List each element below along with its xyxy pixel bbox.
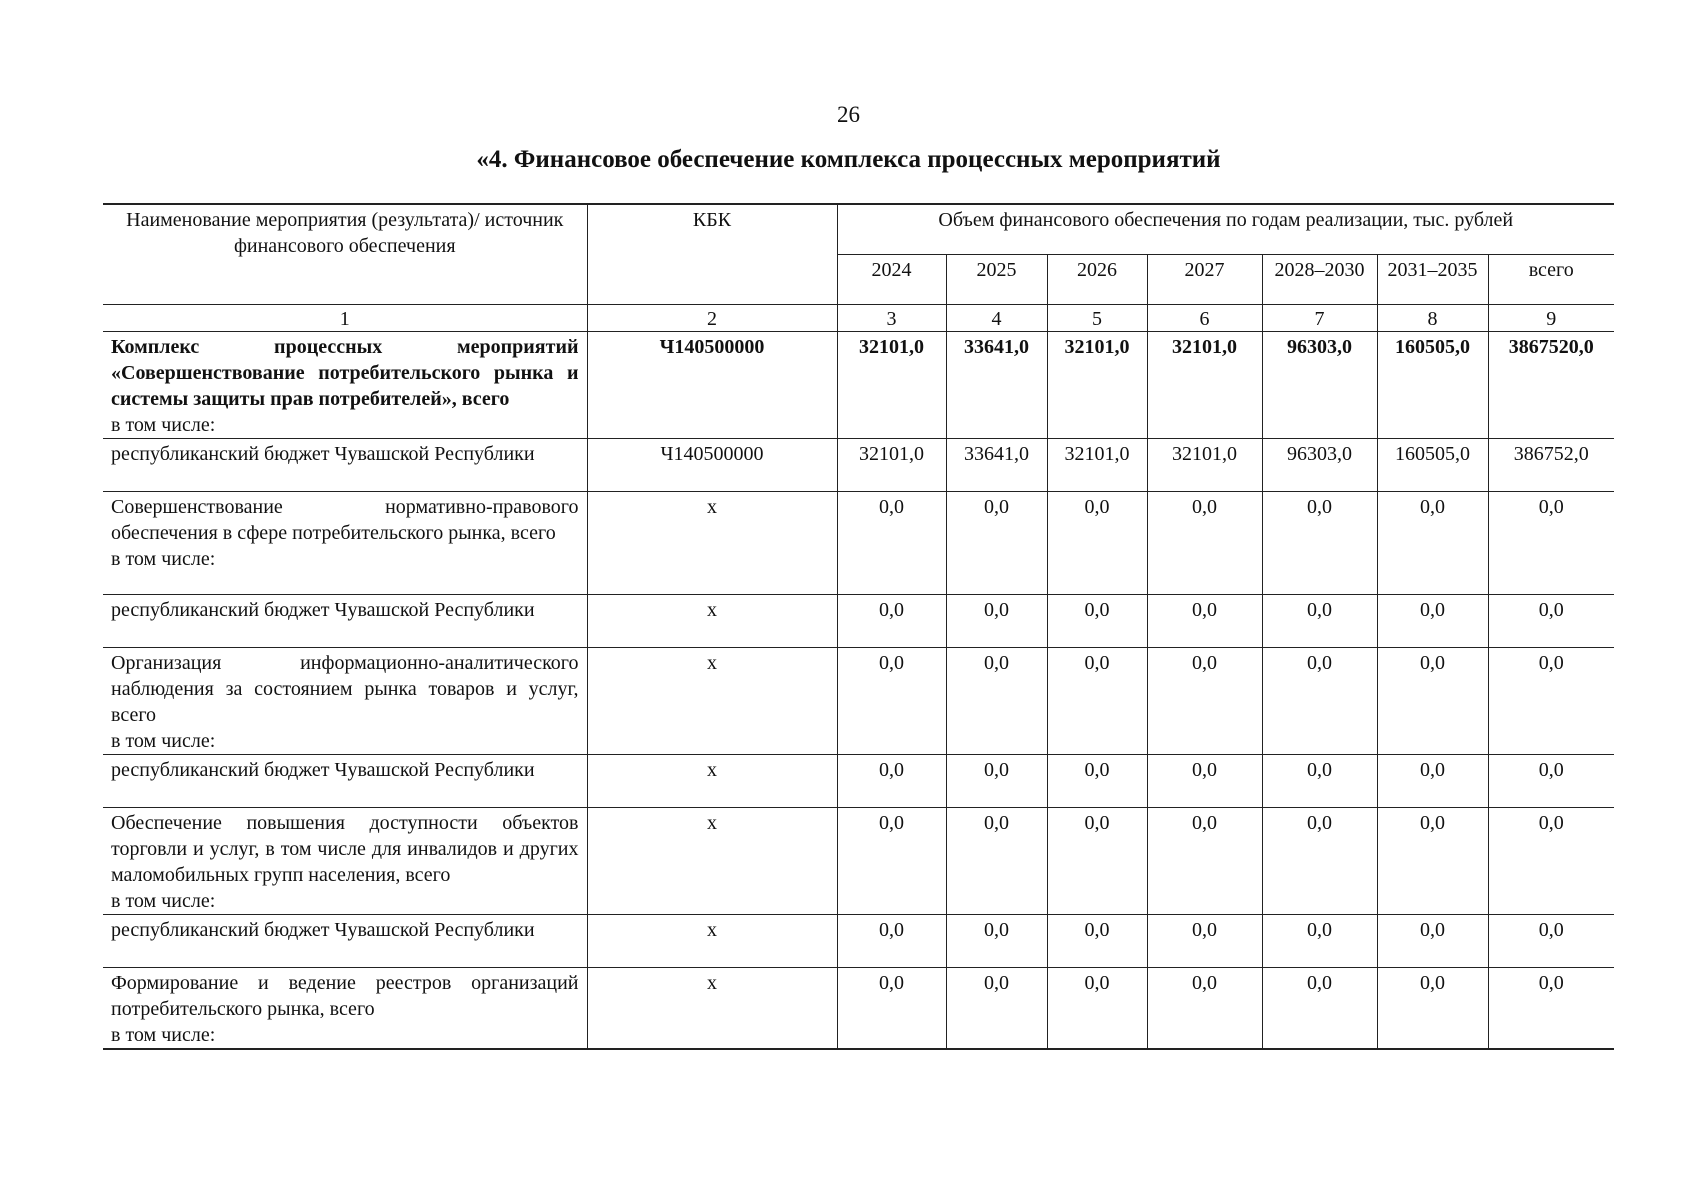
row-value: 32101,0	[1147, 331, 1262, 438]
row-value: 0,0	[1377, 754, 1488, 807]
row-value: 0,0	[837, 807, 946, 914]
row-value: 0,0	[1377, 594, 1488, 647]
row-value: 0,0	[1147, 491, 1262, 594]
row-value: 0,0	[837, 491, 946, 594]
table-row	[103, 967, 1614, 1049]
row-value: 0,0	[1047, 807, 1147, 914]
header-total: всего	[1488, 254, 1614, 304]
row-value: 32101,0	[1047, 438, 1147, 491]
table-row	[103, 754, 1614, 807]
row-value: 0,0	[1488, 807, 1614, 914]
row-name: Совершенствование нормативно-правового обеспечения в сфере потребительского рынка, всего	[111, 495, 579, 544]
column-number: 6	[1147, 304, 1262, 331]
row-value: 32101,0	[837, 438, 946, 491]
row-name-cell	[103, 807, 587, 914]
row-value: 0,0	[1147, 914, 1262, 967]
row-name-cell	[103, 331, 587, 438]
row-sub-label: в том числе:	[111, 547, 216, 570]
header-year: 2024	[837, 254, 946, 304]
row-value: 386752,0	[1488, 438, 1614, 491]
row-value: 0,0	[1047, 491, 1147, 594]
column-number-row	[103, 304, 1614, 331]
row-kbk: х	[587, 807, 837, 914]
row-value: 0,0	[837, 754, 946, 807]
row-kbk: х	[587, 914, 837, 967]
row-value: 0,0	[946, 807, 1047, 914]
column-number: 9	[1488, 304, 1614, 331]
header-year: 2028–2030	[1262, 254, 1377, 304]
row-value: 160505,0	[1377, 438, 1488, 491]
row-name: Комплекс процессных мероприятий «Совершенствование потребительского рынка и системы защиты прав потребителей», всего	[111, 335, 579, 410]
row-value: 0,0	[1047, 647, 1147, 754]
row-value: 3867520,0	[1488, 331, 1614, 438]
table-row	[103, 807, 1614, 914]
row-kbk: х	[587, 967, 837, 1049]
row-value: 0,0	[1262, 967, 1377, 1049]
column-number: 3	[837, 304, 946, 331]
row-value: 0,0	[1147, 967, 1262, 1049]
column-number: 1	[103, 304, 587, 331]
column-number: 8	[1377, 304, 1488, 331]
row-value: 0,0	[1488, 754, 1614, 807]
financing-table	[103, 203, 1614, 1050]
header-year: 2031–2035	[1377, 254, 1488, 304]
row-value: 96303,0	[1262, 438, 1377, 491]
row-name: Организация информационно-аналитического наблюдения за состоянием рынка товаров и услуг, всего	[111, 651, 579, 726]
row-value: 0,0	[1147, 594, 1262, 647]
table-row	[103, 491, 1614, 594]
row-value: 0,0	[1262, 647, 1377, 754]
row-value: 0,0	[837, 967, 946, 1049]
row-sub-label: в том числе:	[111, 413, 216, 436]
header-row	[103, 204, 1614, 254]
row-value: 0,0	[1047, 967, 1147, 1049]
row-value: 32101,0	[1147, 438, 1262, 491]
page-number: 26	[837, 102, 860, 127]
header-year: 2025	[946, 254, 1047, 304]
row-value: 0,0	[1377, 647, 1488, 754]
row-value: 0,0	[1147, 754, 1262, 807]
row-kbk: х	[587, 754, 837, 807]
header-year: 2027	[1147, 254, 1262, 304]
row-value: 0,0	[946, 967, 1047, 1049]
row-kbk: х	[587, 491, 837, 594]
section-title: «4. Финансовое обеспечение комплекса процессных мероприятий	[476, 146, 1221, 173]
row-value: 0,0	[1047, 594, 1147, 647]
row-value: 0,0	[1377, 967, 1488, 1049]
header-year: 2026	[1047, 254, 1147, 304]
row-name: республиканский бюджет Чувашской Республики	[103, 594, 587, 647]
row-value: 0,0	[1488, 491, 1614, 594]
row-name: Формирование и ведение реестров организаций потребительского рынка, всего	[111, 971, 579, 1020]
row-value: 0,0	[1262, 754, 1377, 807]
row-value: 33641,0	[946, 438, 1047, 491]
table-row	[103, 438, 1614, 491]
row-value: 0,0	[1488, 967, 1614, 1049]
row-kbk: Ч140500000	[587, 331, 837, 438]
row-sub-label: в том числе:	[111, 1023, 216, 1046]
header-volume: Объем финансового обеспечения по годам реализации, тыс. рублей	[837, 204, 1614, 254]
row-name-cell	[103, 647, 587, 754]
row-value: 0,0	[946, 754, 1047, 807]
row-value: 160505,0	[1377, 331, 1488, 438]
row-value: 0,0	[1488, 594, 1614, 647]
table-row	[103, 594, 1614, 647]
row-value: 0,0	[1262, 594, 1377, 647]
row-value: 0,0	[1377, 914, 1488, 967]
column-number: 5	[1047, 304, 1147, 331]
row-value: 0,0	[946, 647, 1047, 754]
row-value: 0,0	[1262, 491, 1377, 594]
row-value: 0,0	[946, 491, 1047, 594]
row-value: 96303,0	[1262, 331, 1377, 438]
row-value: 0,0	[946, 914, 1047, 967]
row-name-cell	[103, 967, 587, 1049]
table-row	[103, 331, 1614, 438]
row-name: Обеспечение повышения доступности объектов торговли и услуг, в том числе для инвалидов и других маломобильных групп населения, всего	[111, 811, 579, 886]
row-name: республиканский бюджет Чувашской Республики	[103, 754, 587, 807]
row-value: 33641,0	[946, 331, 1047, 438]
row-kbk: х	[587, 594, 837, 647]
column-number: 4	[946, 304, 1047, 331]
row-kbk: Ч140500000	[587, 438, 837, 491]
table-row	[103, 647, 1614, 754]
row-value: 0,0	[1377, 491, 1488, 594]
row-value: 0,0	[1047, 754, 1147, 807]
row-value: 0,0	[1488, 914, 1614, 967]
row-value: 0,0	[837, 914, 946, 967]
row-value: 32101,0	[1047, 331, 1147, 438]
row-value: 0,0	[946, 594, 1047, 647]
table-row	[103, 914, 1614, 967]
header-kbk: КБК	[587, 204, 837, 304]
row-name: республиканский бюджет Чувашской Республики	[103, 438, 587, 491]
row-value: 0,0	[1488, 647, 1614, 754]
row-value: 32101,0	[837, 331, 946, 438]
row-value: 0,0	[1377, 807, 1488, 914]
row-value: 0,0	[1262, 914, 1377, 967]
row-value: 0,0	[1147, 807, 1262, 914]
row-value: 0,0	[837, 647, 946, 754]
row-value: 0,0	[1047, 914, 1147, 967]
row-name-cell	[103, 491, 587, 594]
row-kbk: х	[587, 647, 837, 754]
row-value: 0,0	[837, 594, 946, 647]
row-value: 0,0	[1262, 807, 1377, 914]
row-name: республиканский бюджет Чувашской Республики	[103, 914, 587, 967]
column-number: 2	[587, 304, 837, 331]
row-sub-label: в том числе:	[111, 729, 216, 752]
header-name: Наименование мероприятия (результата)/ источник финансового обеспечения	[103, 204, 587, 304]
row-sub-label: в том числе:	[111, 889, 216, 912]
row-value: 0,0	[1147, 647, 1262, 754]
column-number: 7	[1262, 304, 1377, 331]
